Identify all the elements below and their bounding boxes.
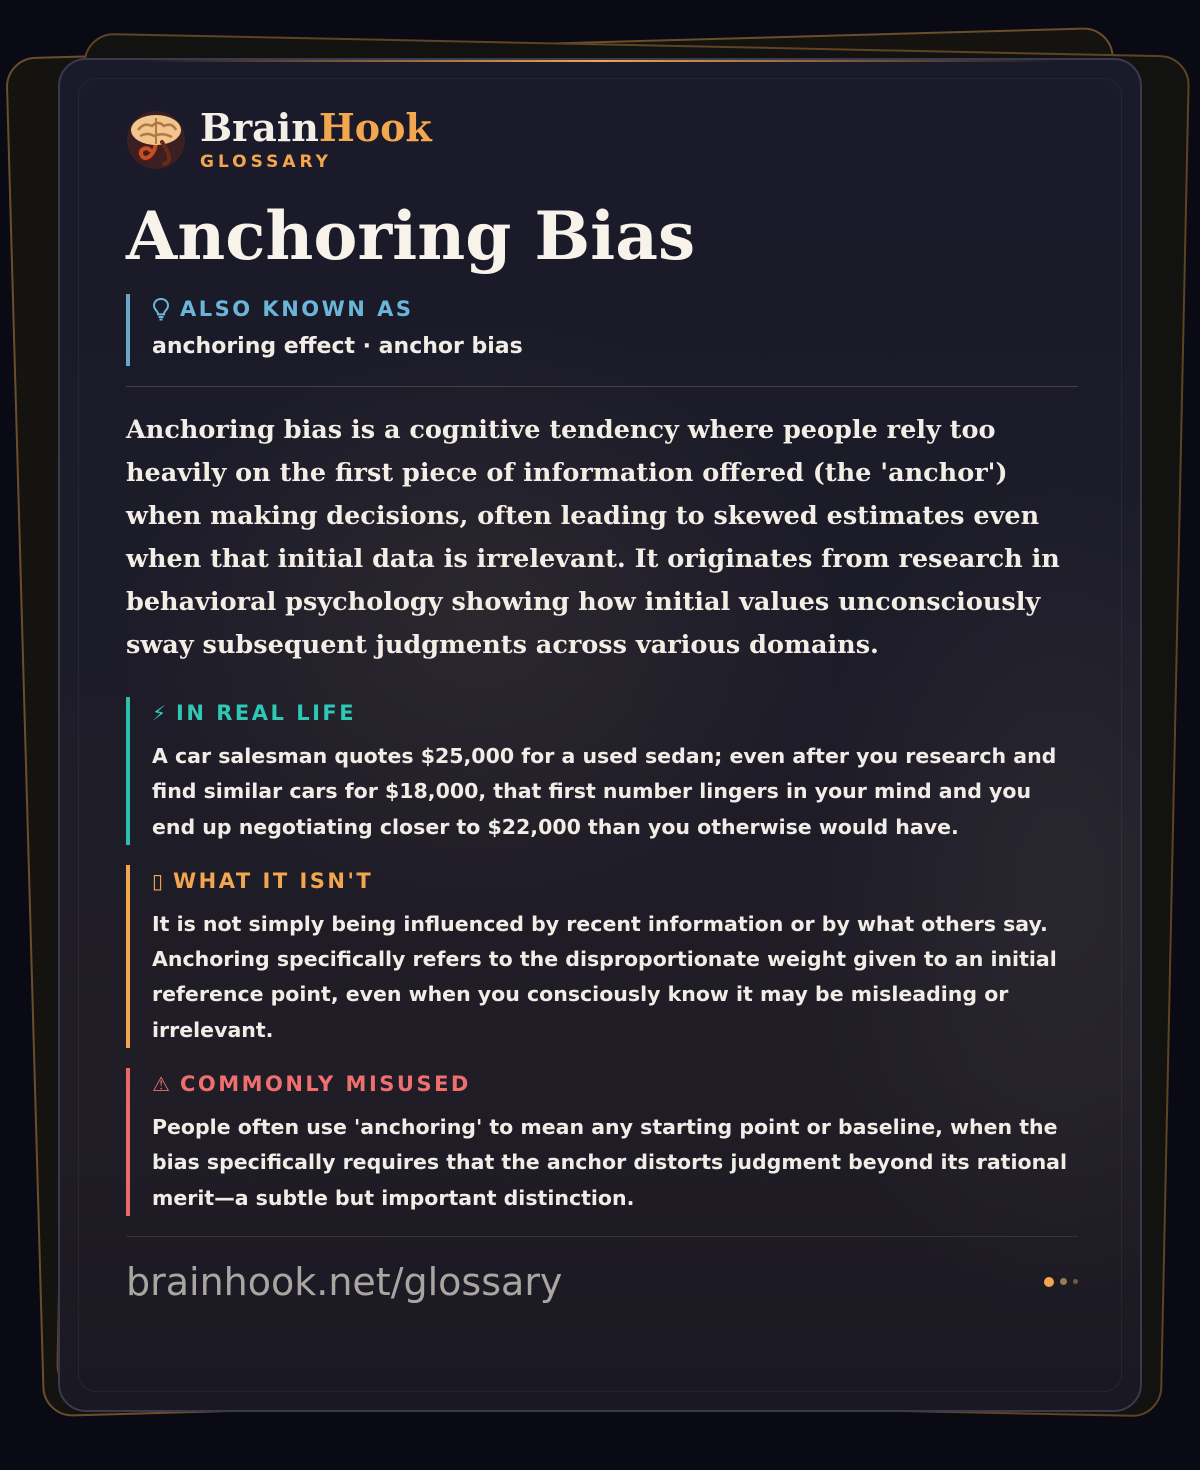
- brand-name: [200, 105, 432, 150]
- real-life-text: A car salesman quotes $25,000 for a used sedan; even after you research and find similar cars for $18,000, that first number lingers in your mind and you end up negotiating closer to $22,000 than you otherwise would have.: [152, 744, 1057, 839]
- aka-heading: [152, 294, 1078, 324]
- what-it-isnt-heading: [152, 865, 1078, 897]
- real-life-label: IN REAL LIFE: [176, 701, 357, 725]
- brain-hook-logo-icon: [126, 110, 186, 170]
- aka-terms: anchoring effect · anchor bias: [152, 334, 523, 359]
- missing-glyph-icon: ▯: [152, 868, 164, 893]
- page-dot: [1060, 1278, 1067, 1285]
- divider: [126, 386, 1078, 387]
- glossary-card: [58, 58, 1142, 1412]
- section-what-it-isnt: [126, 865, 1078, 1048]
- warning-icon: ⚠: [152, 1072, 170, 1097]
- real-life-heading: [152, 697, 1078, 729]
- section-real-life: [126, 697, 1078, 845]
- what-it-isnt-label: WHAT IT ISN'T: [173, 868, 374, 893]
- glossary-link[interactable]: brainhook.net/glossary: [126, 1259, 563, 1304]
- brand-name-main: Brain: [200, 105, 319, 150]
- page-dots: [1038, 1277, 1078, 1287]
- brand-text: [200, 105, 432, 172]
- commonly-misused-heading: [152, 1068, 1078, 1100]
- also-known-as: [126, 294, 1078, 366]
- brand-name-accent: Hook: [318, 105, 432, 150]
- commonly-misused-label: COMMONLY MISUSED: [179, 1072, 471, 1097]
- lightbulb-icon: [152, 297, 170, 321]
- section-commonly-misused: [126, 1068, 1078, 1216]
- card-top-highlight: [140, 59, 1060, 62]
- lightning-icon: ⚡: [152, 701, 167, 725]
- page-title: Anchoring Bias: [126, 197, 696, 275]
- brand-header: [126, 104, 1078, 176]
- definition-text: Anchoring bias is a cognitive tendency where people rely too heavily on the first piece of information offered (the 'anchor') when making decisions, often leading to skewed estimates even when that initial data is irrelevant. It originates from research in behavioral psychology showing how initial values unconsciously sway subsequent judgments across various domains.: [126, 415, 1060, 660]
- what-it-isnt-text: It is not simply being influenced by recent information or by what others say. Anchoring specifically refers to the disproportionate weight given to an initial reference point, even when you consciously know it may be misleading or irrelevant.: [152, 911, 1057, 1042]
- card-content: [126, 104, 1078, 1327]
- aka-label: ALSO KNOWN AS: [180, 297, 414, 321]
- commonly-misused-text: People often use 'anchoring' to mean any starting point or baseline, when the bias specifically requires that the anchor distorts judgment beyond its rational merit—a subtle but important distinction.: [152, 1115, 1068, 1210]
- brand-subtitle: GLOSSARY: [200, 152, 332, 172]
- footer: [126, 1237, 1078, 1327]
- page-dot-active: [1044, 1277, 1054, 1287]
- page-dot: [1073, 1279, 1078, 1284]
